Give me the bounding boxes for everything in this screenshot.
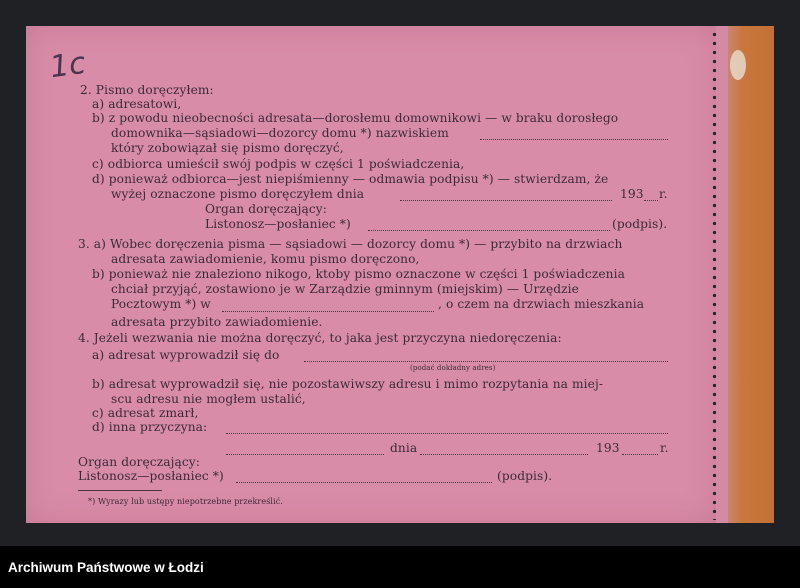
- archive-name: Archiwum Państwowe w Łodzi: [8, 560, 204, 575]
- year-fill-line: [644, 200, 658, 201]
- footnote: *) Wyrazy lub ustępy niepotrzebne przekreślić.: [88, 497, 283, 506]
- date-fill-line-2: [420, 454, 588, 455]
- place-fill-line: [226, 454, 384, 455]
- section2-c: c) odbiorca umieścił swój podpis w części 1 poświadczenia,: [92, 157, 465, 171]
- section3-a-line2: adresata zawiadomienie, komu pismo doręczono,: [111, 252, 420, 266]
- section4-year: 193: [596, 441, 620, 455]
- footnote-rule: [78, 490, 162, 491]
- section4-heading: 4. Jeżeli wezwania nie można doręczyć, to jaka jest przyczyna niedoręczenia:: [78, 331, 562, 345]
- section3-b-line3a: Pocztowym *) w: [111, 297, 211, 311]
- section4-r: r.: [660, 441, 669, 455]
- section2-d-line2: wyżej oznaczone pismo doręczyłem dnia: [111, 187, 365, 201]
- section4-b-line1: b) adresat wyprowadził się, nie pozostawiwszy adresu i mimo rozpytania na miej-: [92, 377, 604, 391]
- section4-listonosz: Listonosz—posłaniec *): [78, 469, 224, 483]
- section4-a: a) adresat wyprowadził się do: [92, 348, 280, 362]
- section3-a-line1: 3. a) Wobec doręczenia pisma — sąsiadowi — dozorcy domu *) — przybito na drzwiach: [78, 237, 623, 251]
- section4-d: d) inna przyczyna:: [92, 420, 208, 434]
- section3-b-line3b: , o czem na drzwiach mieszkania: [438, 297, 645, 311]
- section2-b-line1: b) z powodu nieobecności adresata—dorosłemu domownikowi — w braku dorosłego: [92, 111, 619, 125]
- section2-a: a) adresatowi,: [92, 97, 182, 111]
- year-fill-line-2: [622, 454, 658, 455]
- section2-podpis: (podpis).: [612, 217, 668, 231]
- name-fill-line: [480, 139, 668, 140]
- perforation-line: [712, 30, 717, 520]
- signature-fill-line: [368, 230, 610, 231]
- section2-year: 193: [620, 187, 644, 201]
- section2-listonosz: Listonosz—posłaniec *): [205, 217, 351, 231]
- reason-fill-line: [226, 433, 668, 434]
- address-hint: (podać dokładny adres): [410, 364, 496, 372]
- section3-b-line4: adresata przybito zawiadomienie.: [111, 315, 323, 329]
- section4-organ: Organ doręczający:: [78, 455, 200, 469]
- date-fill-line: [400, 200, 612, 201]
- section2-heading: 2. Pismo doręczyłem:: [80, 83, 214, 97]
- card-torn-edge: [728, 26, 774, 523]
- handwritten-mark: 1c: [47, 45, 88, 86]
- paper-stain: [730, 50, 746, 80]
- signature-fill-line-2: [236, 482, 492, 483]
- section2-d-line1: d) ponieważ odbiorca—jest niepiśmienny — odmawia podpisu *) — stwierdzam, że: [92, 172, 609, 186]
- section4-podpis: (podpis).: [497, 469, 553, 483]
- section2-r: r.: [659, 187, 668, 201]
- section4-dnia: dnia: [390, 441, 418, 455]
- section2-organ: Organ doręczający:: [205, 202, 327, 216]
- section2-b-line3: który zobowiązał się pismo doręczyć,: [111, 141, 344, 155]
- section4-b-line2: scu adresu nie mogłem ustalić,: [111, 392, 306, 406]
- address-fill-line: [304, 361, 668, 362]
- section2-b-line2: domownika—sąsiadowi—dozorcy domu *) nazwiskiem: [111, 126, 449, 140]
- section3-b-line1: b) ponieważ nie znaleziono nikogo, ktoby pismo oznaczone w części 1 poświadczenia: [92, 267, 625, 281]
- section3-b-line2: chciał przyjąć, zostawiono je w Zarządzie gminnym (miejskim) — Urzędzie: [111, 282, 579, 296]
- section4-c: c) adresat zmarł,: [92, 406, 199, 420]
- office-fill-line: [222, 311, 434, 312]
